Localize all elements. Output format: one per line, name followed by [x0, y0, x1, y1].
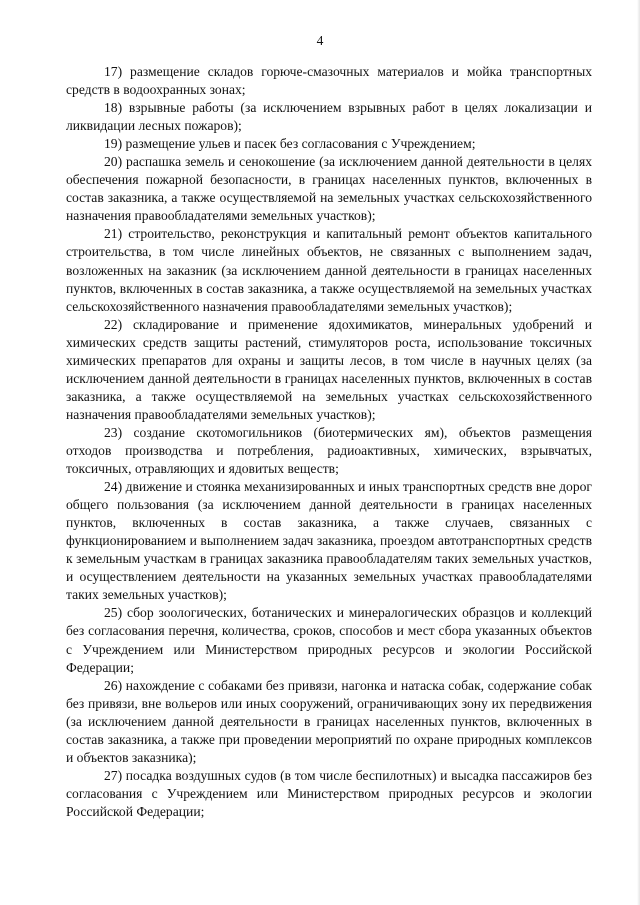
list-item-21: 21) строительство, реконструкция и капитальный ремонт объектов капитального строительства, в том числе линейных объектов, не связанных с выполнением задач, возложенных на заказник (за исключением данной деятельности в границах населенных пунктов, включенных в состав заказника, а также осуществляемой на земельных участках сельскохозяйственного назначения правообладателями земельных участков);: [66, 226, 592, 314]
list-item-26: 26) нахождение с собаками без привязи, нагонка и натаска собак, содержание собак без привязи, вне вольеров или иных сооружений, ограничивающих зону их передвижения (за исключением данной деятельности в границах населенных пунктов, включенных в состав заказника, а также при проведении мероприятий по охране природных комплексов и объектов заказника);: [66, 677, 592, 765]
document-body: [66, 63, 592, 821]
list-item-25: 25) сбор зоологических, ботанических и минералогических образцов и коллекций без согласования перечня, количества, сроков, способов и мест сбора указанных объектов с Учреждением или Министерством природных ресурсов и экологии Российской Федерации;: [66, 605, 592, 675]
list-item-22: 22) складирование и применение ядохимикатов, минеральных удобрений и химических средств защиты растений, стимуляторов роста, использование токсичных химических препаратов для охраны и защиты лесов, в том числе в научных целях (за исключением данной деятельности в границах населенных пунктов, включенных в состав заказника, а также осуществляемой на земельных участках сельскохозяйственного назначения правообладателями земельных участков);: [66, 316, 592, 422]
list-item-17: 17) размещение складов горюче-смазочных материалов и мойка транспортных средств в водоохранных зонах;: [66, 64, 592, 98]
list-item-18: 18) взрывные работы (за исключением взрывных работ в целях локализации и ликвидации лесных пожаров);: [66, 100, 592, 134]
list-item-20: 20) распашка земель и сенокошение (за исключением данной деятельности в целях обеспечения пожарной безопасности, в границах населенных пунктов, включенных в состав заказника, а также осуществляемой на земельных участках сельскохозяйственного назначения правообладателями земельных участков);: [66, 154, 592, 224]
list-item-24: 24) движение и стоянка механизированных и иных транспортных средств вне дорог общего пользования (за исключением данной деятельности в границах населенных пунктов, включенных в состав заказника, а также случаев, связанных с функционированием и выполнением задач заказника, проездом автотранспортных средств к земельным участкам в границах заказника правообладателям таких земельных участков, и осуществлением деятельности на указанных земельных участках правообладателями таких земельных участков);: [66, 479, 592, 603]
list-item-27: 27) посадка воздушных судов (в том числе беспилотных) и высадка пассажиров без согласования с Учреждением или Министерством природных ресурсов и экологии Российской Федерации;: [66, 767, 592, 819]
list-item-19: 19) размещение ульев и пасек без согласования с Учреждением;: [104, 136, 476, 152]
page-number: 4: [316, 33, 324, 48]
list-item-23: 23) создание скотомогильников (биотермических ям), объектов размещения отходов производства и потребления, радиоактивных, химических, взрывчатых, токсичных, отравляющих и ядовитых веществ;: [66, 424, 592, 477]
